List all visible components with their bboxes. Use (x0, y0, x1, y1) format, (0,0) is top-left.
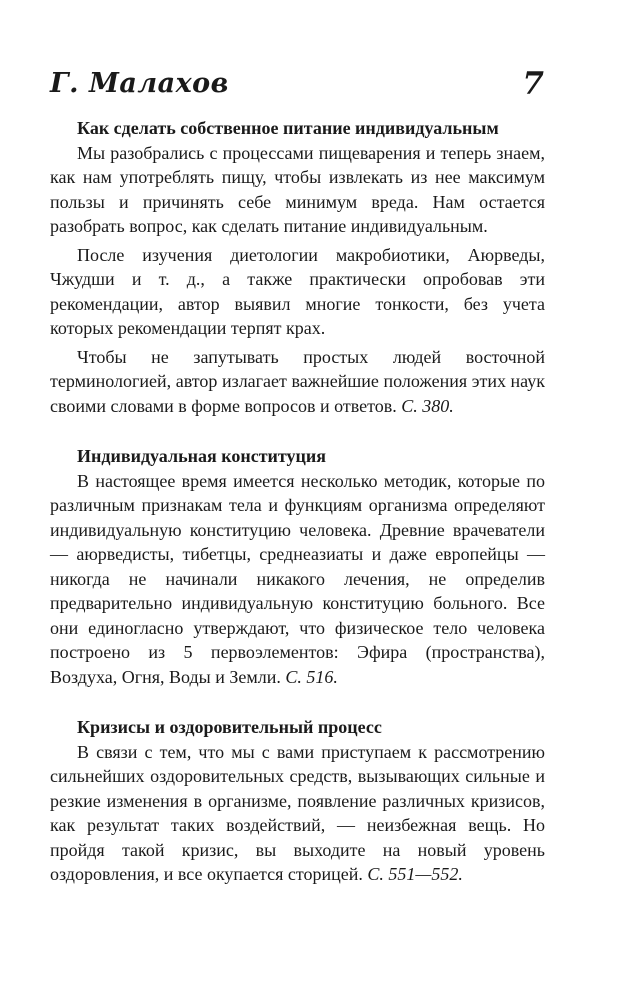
paragraph-text: Чтобы не запутывать простых людей восточной терминологией, автор излагает важнейшие положения этих наук своими словами в форме вопросов и ответов. (50, 346, 545, 416)
page-body (50, 116, 545, 887)
page-number: 7 (522, 66, 544, 102)
page-reference: С. 516. (285, 666, 338, 687)
page-reference: С. 551—552. (367, 864, 463, 884)
page-reference: С. 380. (401, 395, 454, 416)
paragraph (50, 740, 545, 887)
paragraph-text: В связи с тем, что мы с вами приступаем к рассмотрению сильнейших оздоровительных средств, вызывающих сильные и резкие изменения в организме, появление различных кризисов, как результат таких воздействий, — неизбежная вещь. Но пройдя такой кризис, вы выходите на новый уровень оздоровления, и все окупается сторицей. (50, 741, 545, 884)
paragraph (50, 345, 545, 419)
section-heading: Кризисы и оздоровительный процесс (77, 717, 382, 737)
running-head-author: Г. Малахов (50, 68, 229, 99)
section-heading: Индивидуальная конституция (77, 446, 326, 466)
section-individual-nutrition (50, 116, 545, 418)
paragraph-text: После изучения диетологии макробиотики, Аюрведы, Чжудши и т. д., а также практически опробовав эти рекомендации, автор выявил многие тонкости, без учета которых рекомендации терпят крах. (50, 244, 545, 338)
paragraph-text: Мы разобрались с процессами пищеварения и теперь знаем, как нам употреблять пищу, чтобы извлекать из нее максимум пользы и причинять себе минимум вреда. Нам остается разобрать вопрос, как сделать питание индивидуальным. (50, 142, 545, 236)
paragraph (50, 469, 545, 690)
paragraph-text: В настоящее время имеется несколько методик, которые по различным признакам тела и функциям организма определяют индивидуальную конституцию человека. Древние врачеватели — аюрведисты, тибетцы, среднеазиаты и даже европейцы — никогда не начинали никакого лечения, не определив предварительно индивидуальную конституцию больного. Все они единогласно утверждают, что физическое тело человека построено из 5 первоэлементов: Эфира (пространства), Воздуха, Огня, Воды и Земли. (50, 470, 545, 687)
section-heading: Как сделать собственное питание индивидуальным (77, 118, 499, 138)
section-crises-healing (50, 715, 545, 887)
section-individual-constitution (50, 444, 545, 689)
running-head (50, 64, 544, 104)
paragraph (50, 243, 545, 341)
paragraph (50, 141, 545, 239)
